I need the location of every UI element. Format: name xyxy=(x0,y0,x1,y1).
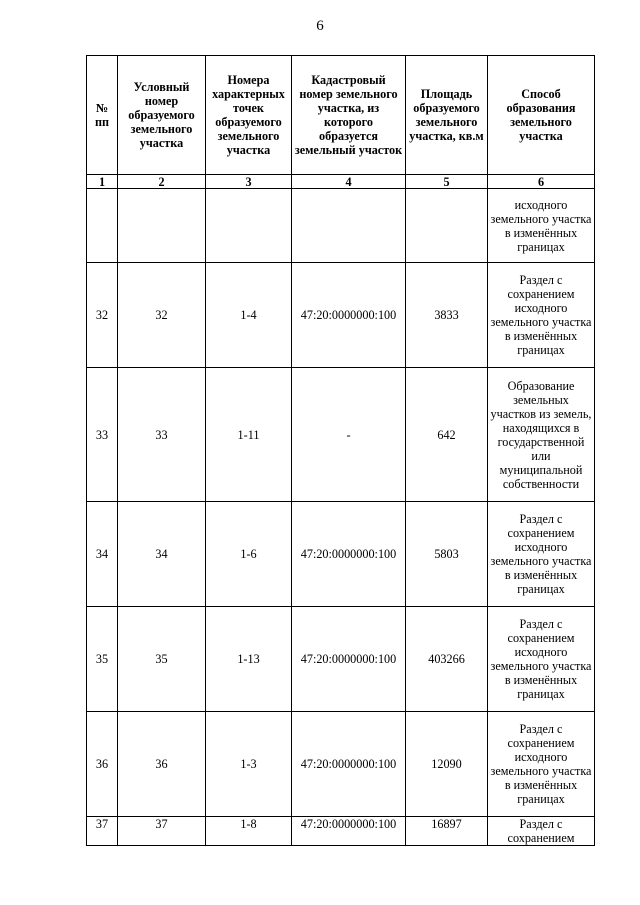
header-cell-point-numbers: Номера характерных точек образуемого земельного участка xyxy=(206,56,292,175)
row-number-cell xyxy=(87,189,118,263)
column-number: 6 xyxy=(488,175,595,189)
column-number: 2 xyxy=(118,175,206,189)
conditional-number-cell: 35 xyxy=(118,607,206,712)
header-cell-formation-method: Способ образования земельного участка xyxy=(488,56,595,175)
table-row xyxy=(87,817,595,846)
table-row xyxy=(87,263,595,368)
conditional-number-cell xyxy=(118,189,206,263)
area-cell: 16897 xyxy=(406,817,488,846)
cadastral-number-cell: 47:20:0000000:100 xyxy=(292,712,406,817)
header-cell-number: № пп xyxy=(87,56,118,175)
table-row xyxy=(87,189,595,263)
table-row xyxy=(87,368,595,502)
cadastral-number-cell: 47:20:0000000:100 xyxy=(292,502,406,607)
conditional-number-cell: 32 xyxy=(118,263,206,368)
point-numbers-cell: 1-8 xyxy=(206,817,292,846)
column-number: 5 xyxy=(406,175,488,189)
column-numbers-row xyxy=(87,175,595,189)
point-numbers-cell: 1-3 xyxy=(206,712,292,817)
table-row xyxy=(87,607,595,712)
row-number-cell: 32 xyxy=(87,263,118,368)
header-cell-area: Площадь образуемого земельного участка, кв.м xyxy=(406,56,488,175)
column-number: 4 xyxy=(292,175,406,189)
area-cell: 5803 xyxy=(406,502,488,607)
conditional-number-cell: 36 xyxy=(118,712,206,817)
formation-method-cell: Раздел с сохранением xyxy=(488,817,595,846)
column-number: 3 xyxy=(206,175,292,189)
formation-method-cell: Раздел с сохранением исходного земельного участка в изменённых границах xyxy=(488,607,595,712)
point-numbers-cell: 1-6 xyxy=(206,502,292,607)
land-plots-table xyxy=(86,55,595,846)
area-cell: 3833 xyxy=(406,263,488,368)
table-header-row xyxy=(87,56,595,175)
cadastral-number-cell: 47:20:0000000:100 xyxy=(292,817,406,846)
area-cell: 642 xyxy=(406,368,488,502)
formation-method-cell: исходного земельного участка в изменённых границах xyxy=(488,189,595,263)
formation-method-cell: Раздел с сохранением исходного земельного участка в изменённых границах xyxy=(488,263,595,368)
table-row xyxy=(87,712,595,817)
formation-method-cell: Раздел с сохранением исходного земельного участка в изменённых границах xyxy=(488,502,595,607)
cadastral-number-cell: 47:20:0000000:100 xyxy=(292,263,406,368)
cadastral-number-cell: 47:20:0000000:100 xyxy=(292,607,406,712)
row-number-cell: 37 xyxy=(87,817,118,846)
header-cell-cadastral-number: Кадастровый номер земельного участка, из которого образуется земельный участок xyxy=(292,56,406,175)
point-numbers-cell: 1-13 xyxy=(206,607,292,712)
row-number-cell: 35 xyxy=(87,607,118,712)
cadastral-number-cell: - xyxy=(292,368,406,502)
conditional-number-cell: 34 xyxy=(118,502,206,607)
row-number-cell: 33 xyxy=(87,368,118,502)
row-number-cell: 36 xyxy=(87,712,118,817)
table-row xyxy=(87,502,595,607)
point-numbers-cell xyxy=(206,189,292,263)
header-cell-conditional-number: Условный номер образуемого земельного участка xyxy=(118,56,206,175)
column-number: 1 xyxy=(87,175,118,189)
conditional-number-cell: 37 xyxy=(118,817,206,846)
area-cell: 403266 xyxy=(406,607,488,712)
cadastral-number-cell xyxy=(292,189,406,263)
point-numbers-cell: 1-4 xyxy=(206,263,292,368)
row-number-cell: 34 xyxy=(87,502,118,607)
formation-method-cell: Раздел с сохранением исходного земельного участка в изменённых границах xyxy=(488,712,595,817)
page-number: 6 xyxy=(316,18,324,34)
formation-method-cell: Образование земельных участков из земель, находящихся в государственной или муниципальной собственности xyxy=(488,368,595,502)
area-cell: 12090 xyxy=(406,712,488,817)
area-cell xyxy=(406,189,488,263)
point-numbers-cell: 1-11 xyxy=(206,368,292,502)
conditional-number-cell: 33 xyxy=(118,368,206,502)
